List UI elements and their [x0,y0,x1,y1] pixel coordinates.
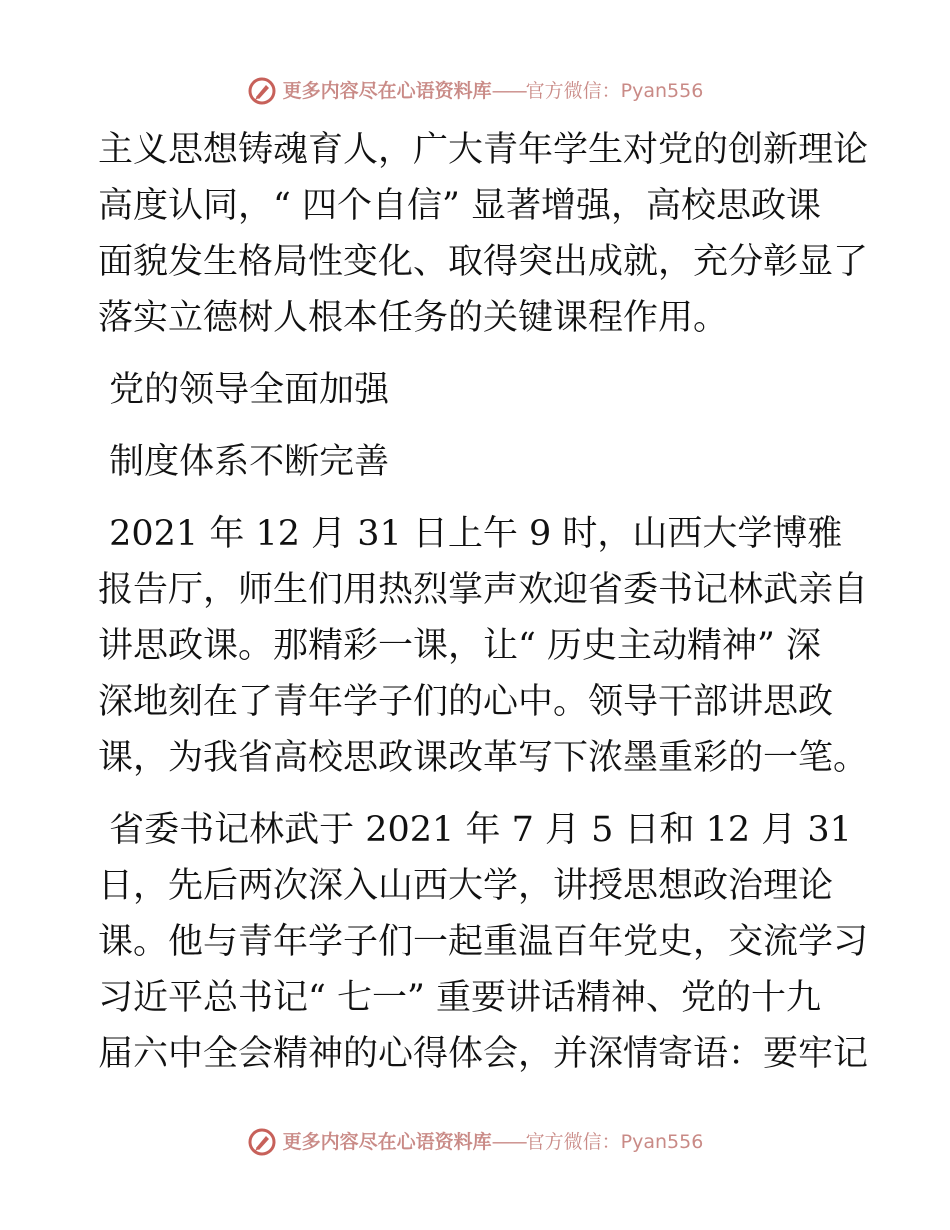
paragraph [98,802,869,1082]
text-line: 面貌发生格局性变化、取得突出成就，充分彰显了 [98,242,869,282]
section-heading [98,434,858,490]
text-line: 课。他与青年学子们一起重温百年党史，交流学习 [98,922,869,962]
text-line: 2021 年 12 月 31 日上午 9 时，山西大学博雅 [98,514,843,554]
pen-logo-icon [247,76,277,106]
section-heading [98,362,858,418]
text-line: 讲思政课。那精彩一课，让“ 历史主动精神” 深 [98,626,822,666]
text-line: 党的领导全面加强 [98,370,390,410]
text-line: 习近平总书记“ 七一” 重要讲话精神、党的十九 [98,978,822,1018]
pen-logo-icon [247,1127,277,1157]
paragraph [98,506,869,786]
document-body [98,122,869,1082]
text-line: 日，先后两次深入山西大学，讲授思想政治理论 [98,866,834,906]
text-line: 制度体系不断完善 [98,442,390,482]
text-line: 届六中全会精神的心得体会，并深情寄语：要牢记 [98,1034,869,1074]
text-line: 落实立德树人根本任务的关键课程作用。 [98,298,729,338]
text-line: 课，为我省高校思政课改革写下浓墨重彩的一笔。 [98,738,869,778]
text-line: 报告厅，师生们用热烈掌声欢迎省委书记林武亲自 [98,570,869,610]
paragraph [98,122,869,346]
header-watermark [0,76,950,106]
text-line: 高度认同，“ 四个自信” 显著增强，高校思政课 [98,186,822,226]
text-line: 深地刻在了青年学子们的心中。领导干部讲思政 [98,682,834,722]
text-line: 省委书记林武于 2021 年 7 月 5 日和 12 月 31 [98,810,852,850]
text-line: 主义思想铸魂育人，广大青年学生对党的创新理论 [98,130,869,170]
watermark-text: 更多内容尽在心语资料库——官方微信：Pyan556 [282,80,704,102]
watermark-text: 更多内容尽在心语资料库——官方微信：Pyan556 [282,1131,704,1153]
footer-watermark [0,1127,950,1157]
